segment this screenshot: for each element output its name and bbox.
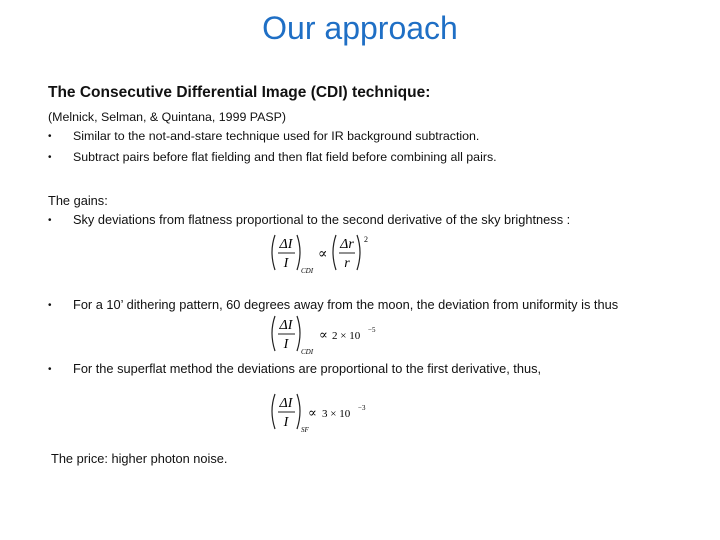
bullet-marker: • xyxy=(48,215,52,226)
eq1-proportional: ∝ xyxy=(318,247,328,262)
eq1-denominator: I xyxy=(283,256,289,271)
eq2-proportional: ∝ xyxy=(319,327,328,342)
eq1-rhs-numerator: Δr xyxy=(340,237,354,252)
eq3-proportional: ∝ xyxy=(308,405,317,420)
slide-title: Our approach xyxy=(262,10,458,46)
gains-bullet-1: Sky deviations from flatness proportional to the second derivative of the sky brightness : xyxy=(73,212,571,227)
eq1-exponent: 2 xyxy=(364,235,368,244)
cdi-bullet-1: Similar to the not-and-stare technique used for IR background subtraction. xyxy=(73,129,480,143)
price-note: The price: higher photon noise. xyxy=(51,451,228,466)
bullet-marker: • xyxy=(48,364,52,375)
eq2-exponent: −5 xyxy=(368,326,376,334)
eq3-exponent: −3 xyxy=(358,404,366,412)
eq3-numerator: ΔI xyxy=(279,396,293,411)
eq3-denominator: I xyxy=(283,415,289,430)
eq3-coefficient: 3 × 10 xyxy=(322,408,351,420)
reference: (Melnick, Selman, & Quintana, 1999 PASP) xyxy=(48,110,287,124)
eq1-rhs-denominator: r xyxy=(344,256,350,271)
equation-cdi-deviation xyxy=(268,313,383,359)
eq1-numerator: ΔI xyxy=(279,237,293,252)
eq2-coefficient: 2 × 10 xyxy=(332,330,361,342)
cdi-bullet-2: Subtract pairs before flat fielding and then flat field before combining all pairs. xyxy=(73,150,497,164)
eq2-denominator: I xyxy=(283,337,289,352)
cdi-heading: The Consecutive Differential Image (CDI) technique: xyxy=(48,84,431,101)
equation-cdi-second-derivative xyxy=(268,232,372,278)
gains-bullet-2: For a 10’ dithering pattern, 60 degrees away from the moon, the deviation from uniformity is thus xyxy=(73,297,619,312)
gains-bullet-3: For the superflat method the deviations are proportional to the first derivative, thus, xyxy=(73,361,542,376)
gains-label: The gains: xyxy=(48,193,108,208)
bullet-marker: • xyxy=(48,152,52,163)
equation-superflat-deviation xyxy=(268,391,383,437)
eq1-subscript: CDI xyxy=(301,267,314,275)
eq2-subscript: CDI xyxy=(301,348,314,356)
eq3-subscript: SF xyxy=(301,426,309,434)
eq2-numerator: ΔI xyxy=(279,318,293,333)
bullet-marker: • xyxy=(48,300,52,311)
bullet-marker: • xyxy=(48,131,52,142)
